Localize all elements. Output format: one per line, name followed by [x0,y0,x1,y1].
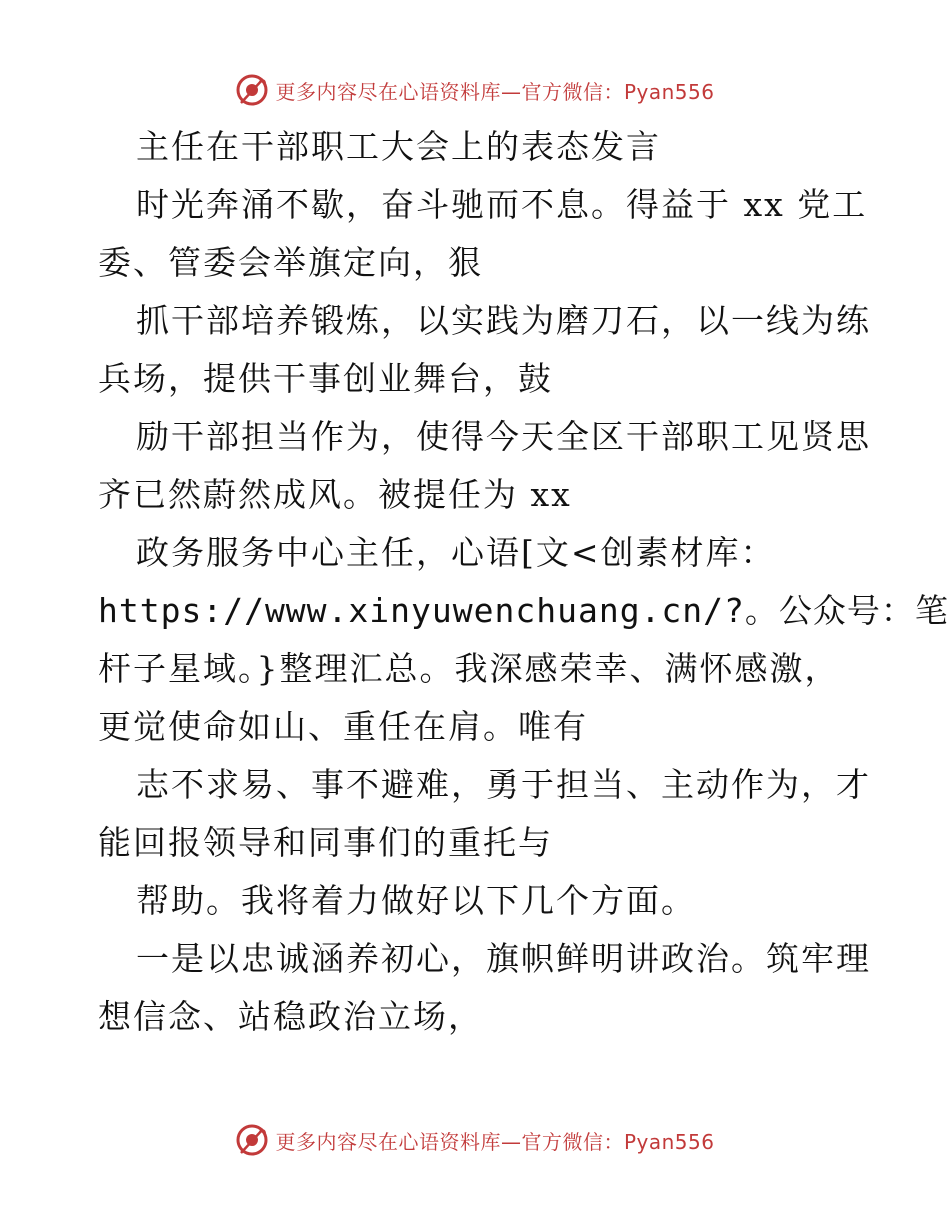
footer-watermark-banner [0,1120,950,1160]
paragraph-line: 委、管委会举旗定向，狠 [98,243,483,282]
paragraph-line: 志不求易、事不避难，勇于担当、主动作为，才 [136,765,871,804]
paragraph-line: 齐已然蔚然成风。被提任为 xx [98,475,572,514]
paragraph-line: 更觉使命如山、重任在肩。唯有 [98,707,588,746]
header-watermark-banner [0,70,950,110]
paragraph-line: 励干部担当作为，使得今天全区干部职工见贤思 [136,417,871,456]
paragraph-line: 抓干部培养锻炼，以实践为磨刀石，以一线为练 [136,301,871,340]
paragraph-line-url: https://www.xinyuwenchuang.cn/?。公众号：笔 [98,591,949,630]
paragraph-line: 想信念、站稳政治立场， [98,997,483,1036]
feather-seal-icon [235,73,269,107]
paragraph-line: 时光奔涌不歇，奋斗驰而不息。得益于 xx 党工 [136,185,868,224]
document-body [98,118,949,1046]
paragraph-line: 帮助。我将着力做好以下几个方面。 [136,881,696,920]
paragraph-line: 政务服务中心主任，心语[文<创素材库： [136,533,776,572]
feather-seal-icon [235,1123,269,1157]
paragraph-line: 杆子星域。}整理汇总。我深感荣幸、满怀感激， [98,649,840,688]
document-title: 主任在干部职工大会上的表态发言 [136,127,661,166]
paragraph-line: 一是以忠诚涵养初心，旗帜鲜明讲政治。筑牢理 [136,939,871,978]
watermark-text: 更多内容尽在心语资料库—官方微信：Pyan556 [275,1129,715,1154]
paragraph-line: 兵场，提供干事创业舞台，鼓 [98,359,553,398]
watermark-text: 更多内容尽在心语资料库—官方微信：Pyan556 [275,79,715,104]
paragraph-line: 能回报领导和同事们的重托与 [98,823,553,862]
